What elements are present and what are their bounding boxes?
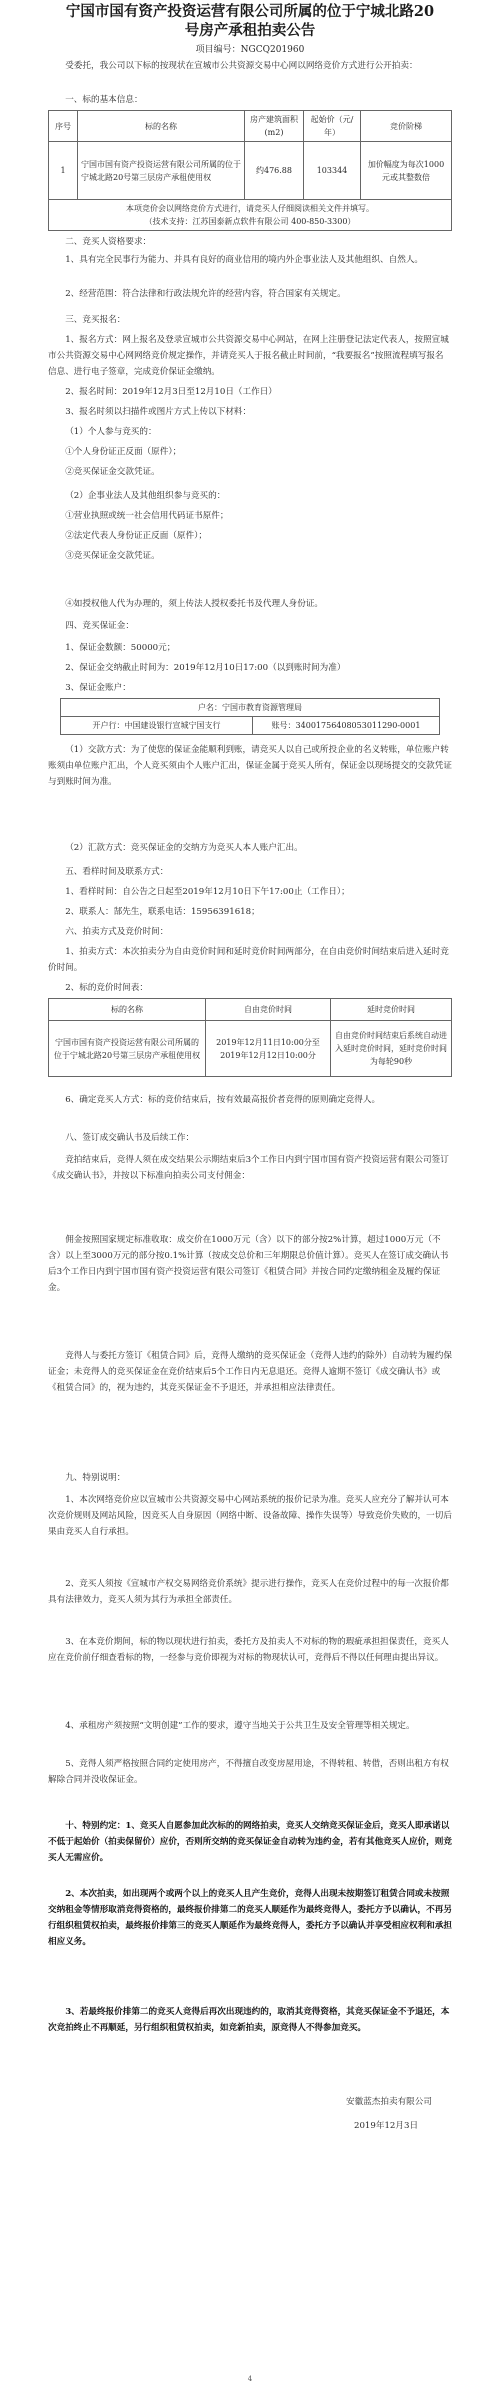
section-4-item-5: （2）汇款方式：竞买保证金的交纳方为竞买人本人账户汇出。: [65, 843, 303, 853]
section-8-item-1: 竞拍结束后，竞得人须在成交结果公示期结束后3个工作日内到宁国市国有资产投资运营有限公司签订《成交确认书》，并按以下标准向拍卖公司支付佣金：: [48, 1155, 449, 1181]
section-3-list-1: （1）个人参与竞买的：: [65, 427, 157, 437]
signature-date: 2019年12月3日: [354, 2121, 419, 2131]
section-3-list-8: ④如授权他人代为办理的，须上传法人授权委托书及代理人身份证。: [65, 599, 324, 609]
section-3-list-2: ①个人身份证正反面（原件）；: [65, 447, 182, 457]
section-3-list-5: ①营业执照或统一社会信用代码证书原件；: [65, 511, 229, 521]
section-5-heading: 五、看样时间及联系方式：: [65, 867, 169, 877]
section-9-item-4: 4、承租房产须按照“文明创建”工作的要求，遵守当地关于公共卫生及安全管理等相关规定。: [65, 1721, 415, 1731]
table-note-line-2: （技术支持：江苏国泰新点软件有限公司 400-850-3300）: [144, 217, 356, 226]
section-9-item-5: 5、竞得人须严格按照合同约定使用房产，不得擅自改变房屋用途，不得转租、转借，否则出租方有权解除合同并没收保证金。: [48, 1759, 449, 1785]
section-4-heading: 四、竞买保证金：: [65, 621, 134, 631]
section-3-list-7: ③竞买保证金交款凭证。: [65, 551, 160, 561]
schedule-header-free: 自由竞价时间: [206, 999, 331, 1021]
schedule-header-name: 标的名称: [49, 999, 206, 1021]
schedule-cell-name: 宁国市国有资产投资运营有限公司所属的位于宁城北路20号第三层房产承租使用权: [49, 1021, 206, 1077]
intro-paragraph: 受委托，我公司以下标的按现状在宣城市公共资源交易中心网以网络竞价方式进行公开拍卖：: [65, 61, 418, 71]
project-number: 项目编号：NGCQ201960: [195, 45, 305, 55]
table-note-line-1: 本项竞价会以网络竞价方式进行，请竞买人仔细阅读相关文件并填写。: [126, 204, 374, 213]
section-8-item-2: 佣金按照国家规定标准收取：成交价在1000万元（含）以下的部分按2%计算，超过1000万元（不含）以上至3000万元的部分按0.1%计算（按成交总价和三年期限总价值计算）。竞买人在签订成交确认书后3个工作日内到宁国市国有资产投资运营有限公司签订《租赁合同》并按合同约定缴纳租金及履约保证金。: [48, 1235, 449, 1293]
section-2-heading: 二、竞买人资格要求：: [65, 237, 152, 247]
section-1-heading: 一、标的基本信息：: [65, 95, 143, 105]
bank-account-table: [60, 698, 440, 735]
cell-no: 1: [49, 142, 78, 200]
cell-name: 宁国市国有资产投资运营有限公司所属的位于宁城北路20号第三层房产承租使用权: [78, 142, 245, 200]
section-6-item-1: 1、拍卖方式：本次拍卖分为自由竞价时间和延时竞价时间两部分，在自由竞价时间结束后进入延时竞价时间。: [48, 947, 449, 973]
section-8-item-3: 竞得人与委托方签订《租赁合同》后，竞得人缴纳的竞买保证金（竞得人违约的除外）自动转为履约保证金；未竞得人的竞买保证金在竞价结束后5个工作日内无息退还。竞得人逾期不签订《成交确认书》或《租赁合同》的，视为违约，其竞买保证金不予退还，并承担相应法律责任。: [48, 1351, 452, 1393]
col-header-increment: 竞价阶梯: [361, 111, 452, 142]
section-6-item-2: 2、标的竞价时间表：: [65, 983, 148, 993]
schedule-header-delay: 延时竞价时间: [331, 999, 452, 1021]
section-3-item-1: 1、报名方式：网上报名及登录宣城市公共资源交易中心网站，在网上注册登记法定代表人，按照宣城市公共资源交易中心网网络竞价规定操作，并请竞买人于报名截止时间前，“我要报名”按照流程填写报名信息、进行电子签章，完成竞价保证金缴纳。: [48, 335, 449, 377]
page-number: 4: [247, 2375, 253, 2383]
special-terms-2: 2、本次拍卖，如出现两个或两个以上的竞买人且产生竞价，竞得人出现未按期签订租赁合同或未按照交纳租金等情形取消竞得资格的，最终报价排第二的竞买人顺延作为最终竞得人，委托方予以确认，不再另行组织租赁权拍卖，最终报价排第三的竞买人顺延作为最终竞得人，委托方予以确认并享受相应权利和承担相应义务。: [48, 1889, 452, 1947]
section-8-heading: 八、签订成交确认书及后续工作：: [65, 1133, 195, 1143]
cell-price: 103344: [304, 142, 361, 200]
section-3-item-2: 2、报名时间：2019年12月3日至12月10日（工作日）: [65, 387, 277, 397]
section-4-item-4: （1）交款方式：为了使您的保证金能顺利到账，请竞买人以自己或所投企业的名义转账，单位账户转账须由单位账户汇出，个人竞买须由个人账户汇出，保证金属于竞买人所有，保证金以现场提交的交款凭证与到账时间为准。: [48, 745, 452, 787]
section-2-item-2: 2、经营范围：符合法律和行政法规允许的经营内容，符合国家有关规定。: [65, 289, 346, 299]
section-4-item-1: 1、保证金数额：50000元；: [65, 643, 176, 653]
account-bank: 开户行：中国建设银行宣城宁国支行: [61, 717, 253, 735]
section-2-item-1: 1、具有完全民事行为能力、并具有良好的商业信用的境内外企事业法人及其他组织、自然人。: [65, 255, 424, 265]
cell-increment: 加价幅度为每次1000元或其整数倍: [361, 142, 452, 200]
section-9-item-2: 2、竞买人须按《宣城市产权交易网络竞价系统》提示进行操作，竞买人在竞价过程中的每一次报价都具有法律效力，竞买人须为其行为承担全部责任。: [48, 1579, 449, 1605]
col-header-price: 起始价（元/年）: [304, 111, 361, 142]
col-header-area: 房产建筑面积(m2): [245, 111, 304, 142]
section-5-item-2: 2、联系人：郜先生，联系电话：15956391618；: [65, 907, 260, 917]
section-4-item-2: 2、保证金交纳截止时间为：2019年12月10日17:00（以到账时间为准）: [65, 663, 346, 673]
special-terms-1: 十、特别约定：1、竞买人自愿参加此次标的的网络拍卖，竞买人交纳竞买保证金后，竞买人即承诺以不低于起始价（拍卖保留价）应价，否则所交纳的竞买保证金自动转为违约金，若有其他竞买人应价，则竞买人无需应价。: [48, 1821, 452, 1863]
account-number: 账号：34001756408053011290-0001: [253, 717, 440, 735]
section-9-heading: 九、特别说明：: [65, 1473, 126, 1483]
lot-info-table: [48, 110, 452, 231]
section-4-item-3: 3、保证金账户：: [65, 683, 131, 693]
section-9-item-3: 3、在本竞价期间，标的物以现状进行拍卖，委托方及拍卖人不对标的物的瑕疵承担担保责任，竞买人应在竞价前仔细查看标的物，一经参与竞价即视为对标的物现状认可，竞得后不得以任何理由提出异议。: [48, 1637, 449, 1663]
section-3-list-4: （2）企事业法人及其他组织参与竞买的：: [65, 491, 226, 501]
section-3-list-6: ②法定代表人身份证正反面（原件）；: [65, 531, 207, 541]
cell-area: 约476.88: [245, 142, 304, 200]
section-5-item-1: 1、看样时间：自公告之日起至2019年12月10日下午17:00止（工作日）；: [65, 887, 350, 897]
section-6-item-3: 6、确定竞买人方式：标的竞价结束后，按有效最高报价者竞得的原则确定竞得人。: [65, 1095, 381, 1105]
special-terms-3: 3、若最终报价排第二的竞买人竞得后再次出现违约的，取消其竞得资格，其竞买保证金不予退还，本次竞拍终止不再顺延，另行组织租赁权拍卖，如竞新拍卖，原竞得人不得参加竞买。: [48, 2007, 450, 2033]
col-header-name: 标的名称: [78, 111, 245, 142]
table-note: [49, 200, 452, 231]
section-9-item-1: 1、本次网络竞价应以宣城市公共资源交易中心网站系统的报价记录为准。竞买人应充分了解并认可本次竞价规则及网站风险，因竞买人自身原因（网络中断、设备故障、操作失误等）导致竞价失败的，一切后果由竞买人自行承担。: [48, 1495, 452, 1537]
schedule-cell-delay: 自由竞价时间结束后系统自动进入延时竞价时间，延时竞价时间为每轮90秒: [331, 1021, 452, 1077]
account-holder: 户名：宁国市教育资源管理局: [61, 699, 440, 717]
section-6-heading: 六、拍卖方式及竞价时间：: [65, 927, 169, 937]
section-3-list-3: ②竞买保证金交款凭证。: [65, 467, 160, 477]
schedule-cell-free: 2019年12月11日10:00分至2019年12月12日10:00分: [206, 1021, 331, 1077]
page-title: 宁国市国有资产投资运营有限公司所属的位于宁城北路20号房产承租拍卖公告: [65, 3, 435, 39]
section-3-heading: 三、竞买报名：: [65, 315, 126, 325]
auction-schedule-table: [48, 998, 452, 1077]
col-header-no: 序号: [49, 111, 78, 142]
signature-organization: 安徽蓝杰拍卖有限公司: [346, 2097, 432, 2107]
section-3-item-3: 3、报名时须以扫描件或图片方式上传以下材料：: [65, 407, 252, 417]
